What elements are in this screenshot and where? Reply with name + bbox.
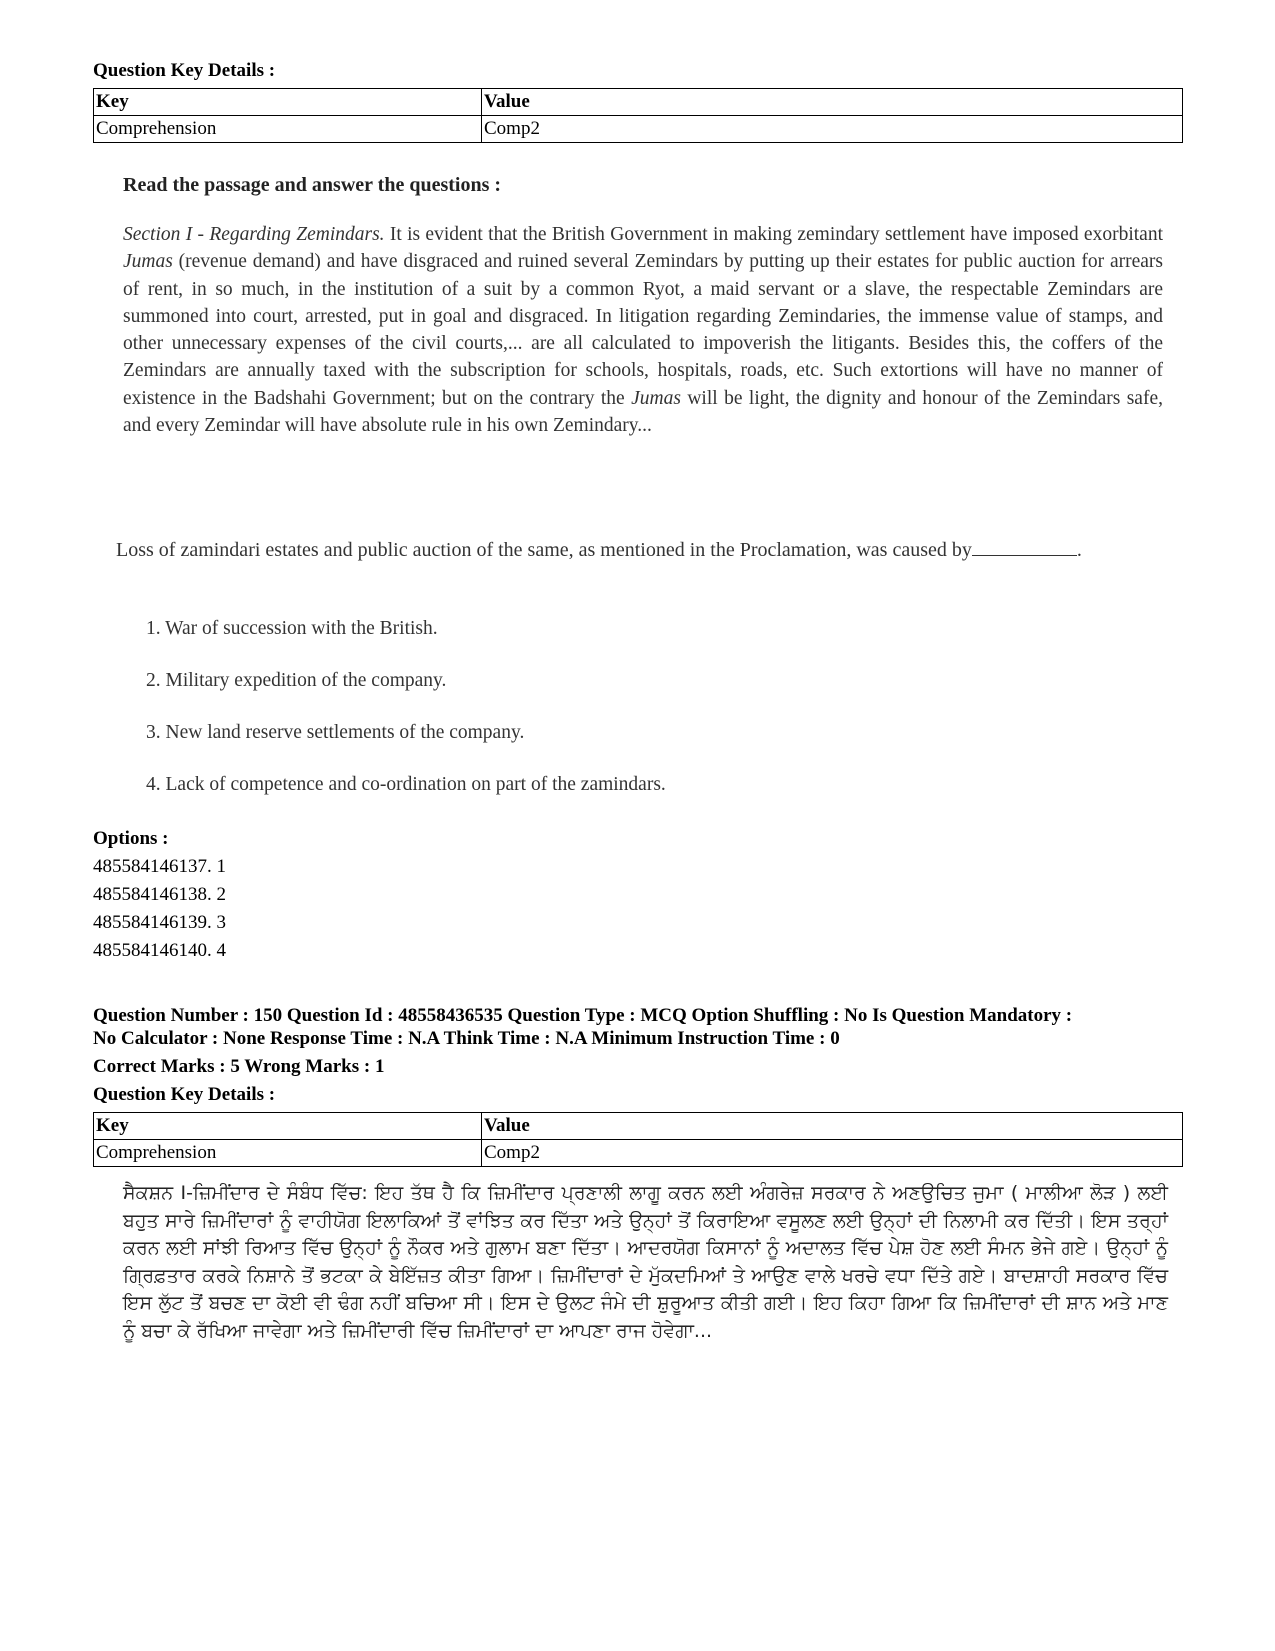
question-item-1: 1. War of succession with the British. (146, 618, 438, 639)
option-4: 485584146140. 4 (93, 940, 226, 961)
option-2: 485584146138. 2 (93, 884, 226, 905)
header-value: Value (482, 1113, 1183, 1140)
passage-part-1: It is evident that the British Government in making zemindary settlement have imposed exorbitant (384, 224, 1163, 245)
table-row (94, 1140, 1183, 1167)
passage-part-3: will be light, the dignity and honour of the Zemindars safe, and every Zemindar will have absolute rule in his own Zemindary... (123, 387, 1163, 437)
header-key: Key (94, 89, 482, 116)
option-3: 485584146139. 3 (93, 912, 226, 933)
passage-heading: Read the passage and answer the questions : (123, 174, 502, 196)
question-stem: Loss of zamindari estates and public auction of the same, as mentioned in the Proclamation, was caused by (116, 539, 972, 561)
passage-part-2: (revenue demand) and have disgraced and ruined several Zemindars by putting up their estates for public auction for arrears of rent, in so much, in the institution of a suit by a common Ryot, a maid servant or a slave, the respectable Zemindars are summoned into court, arrested, put in goal and disgraced. In litigation regarding Zemindaries, the immense value of stamps, and other unnecessary expenses of the civil courts,... are all calculated to impoverish the litigants. Besides this, the coffers of the Zemindars are annually taxed with the subscription for schools, hospitals, roads, etc. Such extortions will have no manner of existence in the Badshahi Government; but on the contrary the (123, 251, 1163, 409)
jumas-term-2: Jumas (631, 387, 681, 409)
question-meta-line-1: Question Number : 150 Question Id : 48558436535 Question Type : MCQ Option Shuffling : No Is Question Mandatory : (93, 1005, 1073, 1026)
question-item-4: 4. Lack of competence and co-ordination on part of the zamindars. (146, 774, 666, 795)
punjabi-passage: ਸੈਕਸ਼ਨ I-ਜ਼ਿਮੀਂਦਾਰ ਦੇ ਸੰਬੰਧ ਵਿੱਚ: ਇਹ ਤੱਥ ਹੈ ਕਿ ਜ਼ਿਮੀਂਦਾਰ ਪ੍ਰਣਾਲੀ ਲਾਗੂ ਕਰਨ ਲਈ ਅੰਗਰੇਜ਼ ਸਰਕਾਰ ਨੇ ਅਣਉਚਿਤ ਜੁਮਾ ( ਮਾਲੀਆ ਲੋੜ ) ਲਈ ਬਹੁਤ ਸਾਰੇ ਜ਼ਿਮੀਂਦਾਰਾਂ ਨੂੰ ਵਾਹੀਯੋਗ ਇਲਾਕਿਆਂ ਤੋਂ ਵਾਂਝਿਤ ਕਰ ਦਿੱਤਾ ਅਤੇ ਉਨ੍ਹਾਂ ਤੋਂ ਕਿਰਾਇਆ ਵਸੂਲਣ ਲਈ ਉਨ੍ਹਾਂ ਦੀ ਨਿਲਾਮੀ ਕਰ ਦਿੱਤੀ। ਇਸ ਤਰ੍ਹਾਂ ਕਰਨ ਲਈ ਸਾਂਝੀ ਰਿਆਤ ਵਿੱਚ ਉਨ੍ਹਾਂ ਨੂੰ ਨੌਕਰ ਅਤੇ ਗੁਲਾਮ ਬਣਾ ਦਿੱਤਾ। ਆਦਰਯੋਗ ਕਿਸਾਨਾਂ ਨੂੰ ਅਦਾਲਤ ਵਿੱਚ ਪੇਸ਼ ਹੋਣ ਲਈ ਸੰਮਨ ਭੇਜੇ ਗਏ। ਉਨ੍ਹਾਂ ਨੂੰ ਗ੍ਰਿਫ਼ਤਾਰ ਕਰਕੇ ਨਿਸ਼ਾਨੇ ਤੋਂ ਭਟਕਾ ਕੇ ਬੇਇੱਜ਼ਤ ਕੀਤਾ ਗਿਆ। ਜ਼ਿਮੀਂਦਾਰਾਂ ਦੇ ਮੁੱਕਦਮਿਆਂ ਤੇ ਆਉਣ ਵਾਲੇ ਖਰਚੇ ਵਧਾ ਦਿੱਤੇ ਗਏ। ਬਾਦਸ਼ਾਹੀ ਸਰਕਾਰ ਵਿੱਚ ਇਸ ਲੁੱਟ ਤੋਂ ਬਚਣ ਦਾ ਕੋਈ ਵੀ ਢੰਗ ਨਹੀਂ ਬਚਿਆ ਸੀ। ਇਸ ਦੇ ਉਲਟ ਜੰਮੇ ਦੀ ਸ਼ੁਰੂਆਤ ਕੀਤੀ ਗਈ। ਇਹ ਕਿਹਾ ਗਿਆ ਕਿ ਜ਼ਿਮੀਂਦਾਰਾਂ ਦੀ ਸ਼ਾਨ ਅਤੇ ਮਾਣ ਨੂੰ ਬਚਾ ਕੇ ਰੱਖਿਆ ਜਾਵੇਗਾ ਅਤੇ ਜ਼ਿਮੀਂਦਾਰੀ ਵਿੱਚ ਜ਼ਿਮੀਂਦਾਰਾਂ ਦਾ ਆਪਣਾ ਰਾਜ ਹੋਵੇਗਾ... (123, 1182, 1168, 1342)
question-end: . (1076, 539, 1082, 561)
question-item-3: 3. New land reserve settlements of the company. (146, 722, 525, 743)
key-details-table-2 (93, 1112, 1183, 1167)
row-value: Comp2 (482, 116, 1183, 143)
answer-blank (972, 537, 1077, 556)
key-details-label-2: Question Key Details : (93, 1084, 276, 1105)
table-header-row (94, 1113, 1183, 1140)
question-item-2: 2. Military expedition of the company. (146, 670, 447, 691)
key-details-label: Question Key Details : (93, 60, 276, 81)
table-header-row (94, 89, 1183, 116)
question-meta-line-2: No Calculator : None Response Time : N.A Think Time : N.A Minimum Instruction Time : 0 (93, 1028, 840, 1049)
key-details-table (93, 88, 1183, 143)
section-label: Section I - Regarding Zemindars. (123, 224, 385, 245)
table-row (94, 116, 1183, 143)
row-value: Comp2 (482, 1140, 1183, 1167)
jumas-term-1: Jumas (123, 251, 173, 273)
row-key: Comprehension (94, 116, 482, 143)
options-label: Options : (93, 828, 169, 849)
row-key: Comprehension (94, 1140, 482, 1167)
passage-text (123, 221, 1163, 439)
marks-line: Correct Marks : 5 Wrong Marks : 1 (93, 1056, 385, 1077)
header-value: Value (482, 89, 1183, 116)
header-key: Key (94, 1113, 482, 1140)
option-1: 485584146137. 1 (93, 856, 226, 877)
question-text (116, 536, 1116, 564)
